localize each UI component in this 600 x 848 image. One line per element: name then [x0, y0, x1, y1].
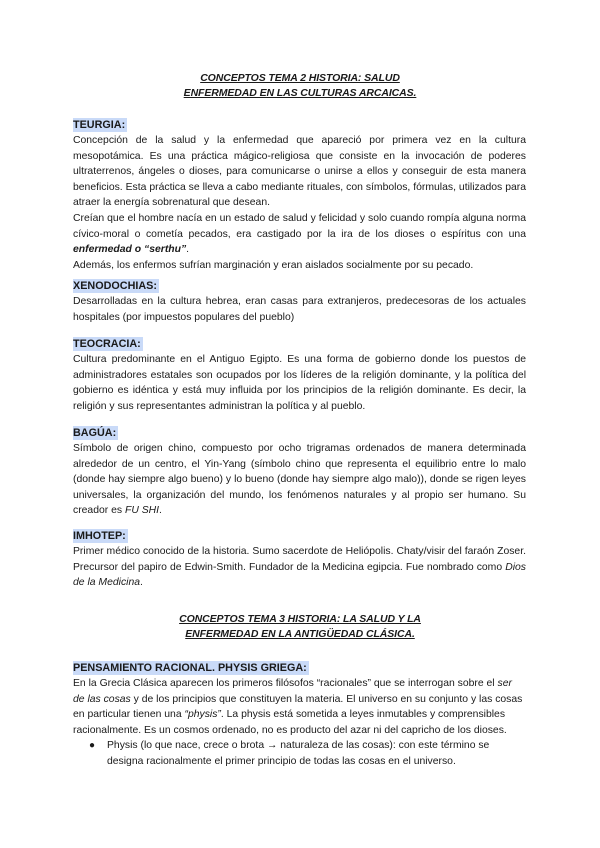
heading-imhotep: IMHOTEP: — [73, 530, 126, 542]
bullet-text: Physis (lo que nace, crece o brota → naturaleza de las cosas): con este término se designa racionalmente el primer principio de todas las cosas en el universo. — [107, 740, 490, 767]
emphasis-dios-medicina: Dios de la Medicina — [73, 561, 526, 589]
emphasis-ser-de-las-cosas: ser de las cosas — [73, 678, 512, 705]
heading-teurgia: TEURGIA: — [73, 119, 126, 131]
bullet-item-physis — [87, 738, 526, 769]
title-tema-3 — [0, 612, 600, 642]
xenodochias-paragraph: Desarrolladas en la cultura hebrea, eran casas para extranjeros, predecesoras de los actuales hospitales (por impuestos populares del pueblo) — [73, 296, 526, 323]
teurgia-paragraph-3: Además, los enfermos sufrían marginación y eran aislados socialmente por su pecado. — [73, 259, 474, 271]
imhotep-paragraph: Primer médico conocido de la historia. Sumo sacerdote de Heliópolis. Chaty/visir del faraón Zoser. Precursor del papiro de Edwin-Smith. Fundador de la Medicina egipcia. Fue nombrado como Dios de la Medicina. — [73, 546, 526, 589]
bullet-dot-icon: ● — [89, 740, 96, 752]
emphasis-fu-shi: FU SHI — [124, 505, 160, 517]
section-teocracia — [73, 334, 526, 414]
title-tema-2-line-1: CONCEPTOS TEMA 2 HISTORIA: SALUD — [200, 72, 400, 84]
bagua-paragraph: Símbolo de origen chino, compuesto por ocho trigramas ordenados de manera determinada alrededor de un centro, el Yin-Yang (símbolo chino que representa el equilibrio entre lo malo (donde hay siempre algo bueno) y lo bueno (donde hay siempre algo malo)), donde se rigen leyes universales, la organización del mundo, los fenómenos naturales y al propio ser humano. Su creador es FU SHI. — [73, 443, 526, 517]
emphasis-physis: “physis” — [184, 709, 221, 721]
emphasis-serthu: enfermedad o “serthu” — [73, 244, 187, 256]
teurgia-paragraph-2: Creían que el hombre nacía en un estado de salud y felicidad y solo cuando rompía alguna norma cívico-moral o cometía pecados, era castigado por la ira de los dioses o espíritus con una enfermedad o “serthu”. — [73, 212, 526, 256]
heading-pensamiento-racional: PENSAMIENTO RACIONAL. PHYSIS GRIEGA: — [73, 662, 307, 674]
section-teurgia — [73, 115, 526, 273]
teurgia-paragraph-1: Concepción de la salud y la enfermedad que apareció por primera vez en la cultura mesopotámica. Es una práctica mágico-religiosa que consiste en la invocación de poderes ultraterrenos, ángeles o dioses, para comunicarse o unirse a ellos y conseguir de esta manera beneficios. Esta práctica se lleva a cabo mediante rituales, con símbolos, fórmulas, utilizados para atraer la energía sobrenatural que desean. — [73, 135, 526, 209]
pensamiento-paragraph: En la Grecia Clásica aparecen los primeros filósofos “racionales” que se interrogan sobre el ser de las cosas y de los principios que constituyen la materia. El universo en su conjunto y las cosas en particular tienen una “physis”. La physis está sometida a leyes inmutables y comprensibles racionalmente. Es un cosmos ordenado, no es producto del azar ni del capricho de los dioses. — [73, 678, 523, 736]
teocracia-paragraph: Cultura predominante en el Antiguo Egipto. Es una forma de gobierno donde los puestos de administradores estatales son ocupados por los líderes de la religión dominante, y la política del gobierno es idéntica y está muy influida por los principios de la religión dominante. Es decir, la religión y sus representantes administran la política y al pueblo. — [73, 354, 526, 412]
title-tema-3-line-1: CONCEPTOS TEMA 3 HISTORIA: LA SALUD Y LA — [179, 613, 421, 625]
heading-teocracia: TEOCRACIA: — [73, 338, 141, 350]
title-tema-2 — [0, 71, 600, 101]
heading-xenodochias: XENODOCHIAS: — [73, 280, 157, 292]
title-tema-3-line-2: ENFERMEDAD EN LA ANTIGÜEDAD CLÁSICA. — [185, 628, 415, 640]
section-pensamiento-racional — [73, 658, 526, 770]
section-xenodochias — [73, 276, 526, 325]
heading-bagua: BAGÚA: — [73, 427, 117, 439]
section-imhotep — [73, 526, 526, 591]
title-tema-2-line-2: ENFERMEDAD EN LAS CULTURAS ARCAICAS. — [183, 87, 417, 99]
section-bagua — [73, 423, 526, 519]
